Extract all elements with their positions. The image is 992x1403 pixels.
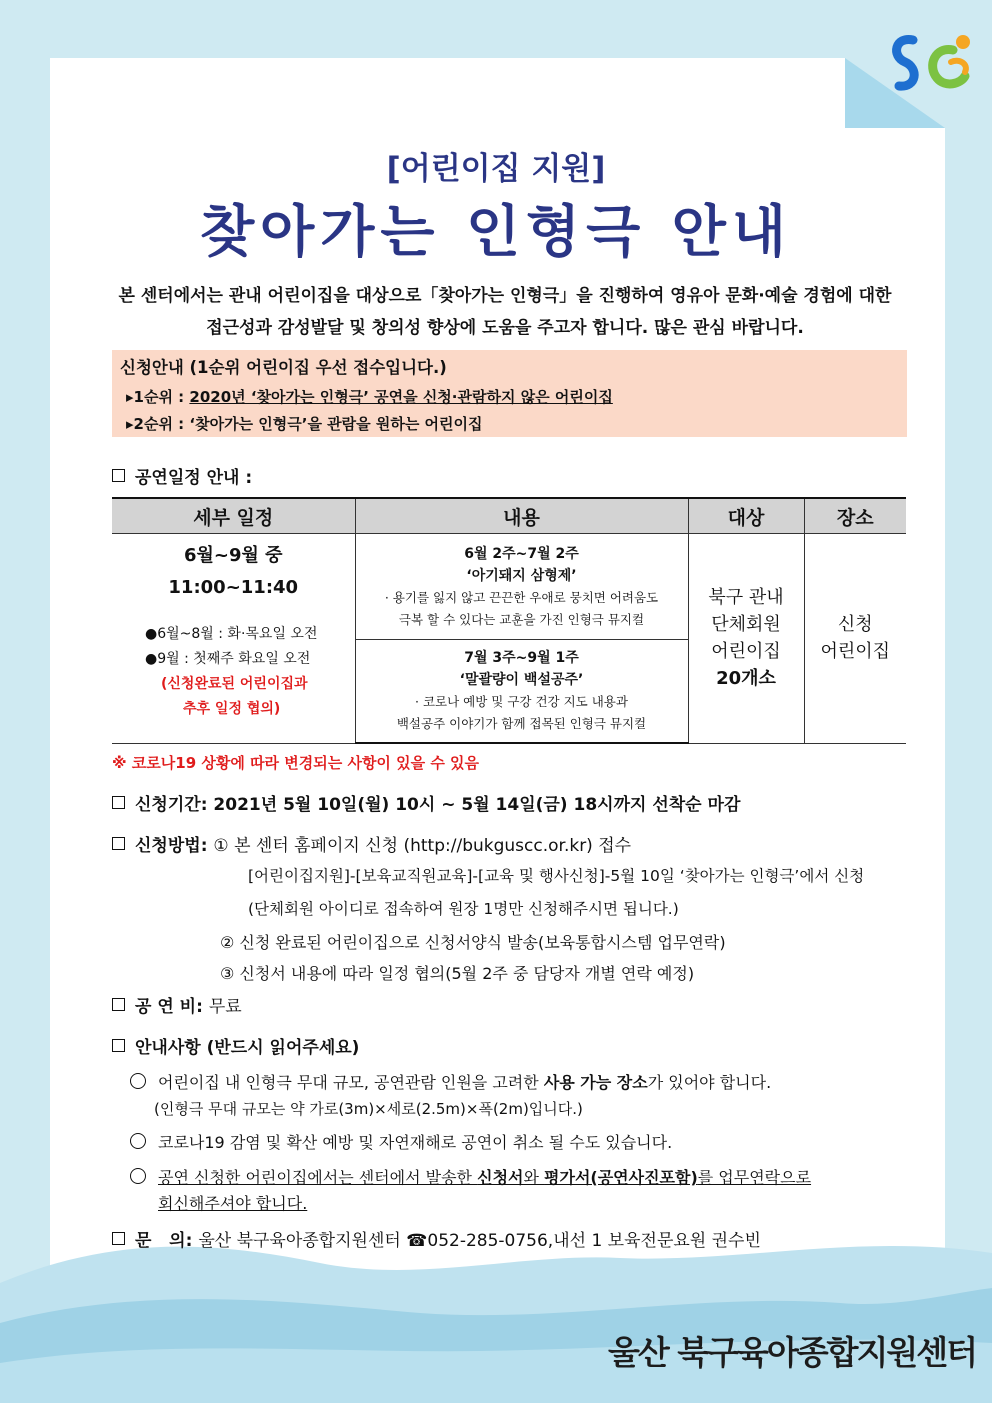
checkbox-bullet-icon [112, 469, 125, 482]
notice-heading: 신청안내 (1순위 어린이집 우선 접수입니다.) [120, 358, 447, 377]
method-step-3: ③ 신청서 내용에 따라 일정 협의(5월 2주 중 담당자 개별 연락 예정) [220, 964, 695, 983]
venue-cell [804, 534, 906, 744]
target-line-1: 북구 관내 [708, 587, 784, 609]
guide-item-3-text-e: 를 업무연락으로 [697, 1168, 812, 1187]
checkbox-bullet-icon [112, 1039, 125, 1052]
show-1-desc-1: · 용기를 잃지 않고 끈끈한 우애로 뭉치면 어려움도 [384, 589, 659, 605]
date-note-1: ●6월~8월 : 화·목요일 오전 [145, 626, 318, 642]
circle-bullet-icon [130, 1168, 146, 1184]
guide-item-1-text-a: 어린이집 내 인형극 무대 규모, 공연관람 인원을 고려한 [158, 1073, 544, 1092]
period-section [112, 790, 740, 815]
show-1-title: ‘아기돼지 삼형제’ [466, 567, 577, 584]
guide-item-3-line-2: 회신해주셔야 합니다. [158, 1194, 308, 1213]
priority-1-label: ▸1순위 : [126, 388, 190, 406]
date-period: 6월~9월 중 [183, 545, 283, 566]
method-step-1-detail-2: (단체회원 아이디로 접속하여 원장 1명만 신청해주시면 됩니다.) [248, 900, 679, 918]
center-logo-icon [883, 28, 978, 103]
notice-priority-1 [126, 386, 613, 407]
date-note-2: ●9월 : 첫째주 화요일 오전 [145, 651, 311, 667]
show-2-desc-2: 백설공주 이야기가 함께 접목된 인형극 뮤지컬 [396, 716, 647, 731]
checkbox-bullet-icon [112, 837, 125, 850]
guide-item-3-text-c: 와 [523, 1168, 545, 1187]
checkbox-bullet-icon [112, 998, 125, 1011]
fee-value: 무료 [208, 997, 242, 1017]
col-header-venue: 장소 [804, 498, 906, 534]
page-title: 찾아가는 인형극 안내 [200, 200, 792, 265]
show-1-date: 6월 2주~7월 2주 [464, 545, 579, 562]
method-step-1: ① 본 센터 홈페이지 신청 (http://bukguscc.or.kr) 접수 [213, 836, 632, 856]
show-2-title: ‘말괄량이 백설공주’ [459, 672, 584, 688]
intro-line-2: 접근성과 감성발달 및 창의성 향상에 도움을 주고자 합니다. 많은 관심 바랍니다. [206, 318, 804, 338]
show-2-cell [355, 640, 688, 744]
intro-paragraph [100, 280, 910, 344]
method-step-2: ② 신청 완료된 어린이집으로 신청서양식 발송(보육통합시스템 업무연락) [220, 933, 726, 952]
date-cell [112, 534, 355, 744]
circle-bullet-icon [130, 1073, 146, 1089]
show-2-date: 7월 3주~9월 1주 [464, 650, 579, 666]
show-1-cell [355, 534, 688, 640]
schedule-section-heading [112, 463, 252, 488]
show-2-desc-1: · 코로나 예방 및 구강 건강 지도 내용과 [415, 694, 628, 709]
target-line-3: 어린이집 [711, 641, 781, 663]
checkbox-bullet-icon [112, 1232, 125, 1245]
target-cell [688, 534, 804, 744]
period-label: 신청기간: [135, 795, 208, 815]
venue-line-2: 어린이집 [820, 641, 891, 663]
guide-item-1-note: (인형극 무대 규모는 약 가로(3m)×세로(2.5m)×폭(2m)입니다.) [154, 1100, 583, 1118]
table-row [112, 534, 906, 640]
footer-brand [600, 1320, 977, 1380]
guide-heading: 안내사항 (반드시 읽어주세요) [135, 1038, 360, 1058]
intro-line-1: 본 센터에서는 관내 어린이집을 대상으로「찾아가는 인형극」을 진행하여 영유아 문화·예술 경험에 대한 [118, 286, 892, 306]
target-line-2: 단체회원 [711, 614, 781, 636]
guide-item-2 [130, 1130, 672, 1153]
method-section [112, 831, 631, 856]
venue-line-1: 신청 [837, 614, 873, 636]
fee-label: 공 연 비: [135, 997, 203, 1017]
col-header-date: 세부 일정 [112, 498, 355, 534]
guide-item-1-text-c: 가 있어야 합니다. [647, 1073, 772, 1092]
guide-item-1 [130, 1070, 771, 1093]
circle-bullet-icon [130, 1133, 146, 1149]
covid-warning: ※ 코로나19 상황에 따라 변경되는 사항이 있을 수 있음 [112, 754, 480, 772]
page-subtitle: [어린이집 지원] [386, 151, 606, 187]
date-notes [145, 622, 354, 722]
method-step-1-detail-1: [어린이집지원]-[보육교직원교육]-[교육 및 행사신청]-5월 10일 ‘찾아가는 인형극’에서 신청 [248, 867, 865, 885]
guide-item-3-emphasis-2: 평가서(공연사진포함) [544, 1168, 698, 1187]
contact-label: 문 의: [135, 1231, 193, 1251]
notice-priority-2: ▸2순위 : ‘찾아가는 인형극’을 관람을 원하는 어린이집 [126, 415, 483, 433]
guide-section-heading [112, 1033, 359, 1058]
application-notice-box [112, 350, 907, 437]
date-note-3: (신청완료된 어린이집과 [161, 676, 308, 692]
col-header-target: 대상 [688, 498, 804, 534]
brand-name: 울산 북구육아종합지원센터 [608, 1332, 977, 1372]
date-time: 11:00~11:40 [168, 577, 299, 598]
guide-item-3 [130, 1165, 811, 1188]
fee-section [112, 992, 242, 1017]
checkbox-bullet-icon [112, 796, 125, 809]
guide-item-3-text-a: 공연 신청한 어린이집에서는 센터에서 발송한 [158, 1168, 478, 1187]
method-label: 신청방법: [135, 836, 208, 856]
guide-item-2-text: 코로나19 감염 및 확산 예방 및 자연재해로 공연이 취소 될 수도 있습니다. [158, 1133, 673, 1152]
target-line-4: 20개소 [716, 668, 776, 690]
schedule-heading-text: 공연일정 안내 : [135, 468, 253, 488]
guide-item-3-emphasis-1: 신청서 [477, 1168, 524, 1187]
col-header-content: 내용 [355, 498, 688, 534]
date-note-4: 추후 일정 협의) [183, 701, 281, 717]
table-header-row [112, 498, 906, 534]
contact-section [112, 1226, 761, 1251]
show-1-desc-2: 극복 할 수 있다는 교훈을 가진 인형극 뮤지컬 [398, 611, 645, 627]
schedule-table [112, 497, 906, 744]
priority-1-text: 2020년 ‘찾아가는 인형극’ 공연을 신청·관람하지 않은 어린이집 [189, 388, 613, 406]
contact-value: 울산 북구육아종합지원센터 ☎052-285-0756,내선 1 보육전문요원 권수빈 [198, 1231, 761, 1251]
period-value: 2021년 5월 10일(월) 10시 ~ 5월 14일(금) 18시까지 선착순 마감 [213, 795, 741, 815]
guide-item-1-emphasis: 사용 가능 장소 [543, 1073, 648, 1092]
